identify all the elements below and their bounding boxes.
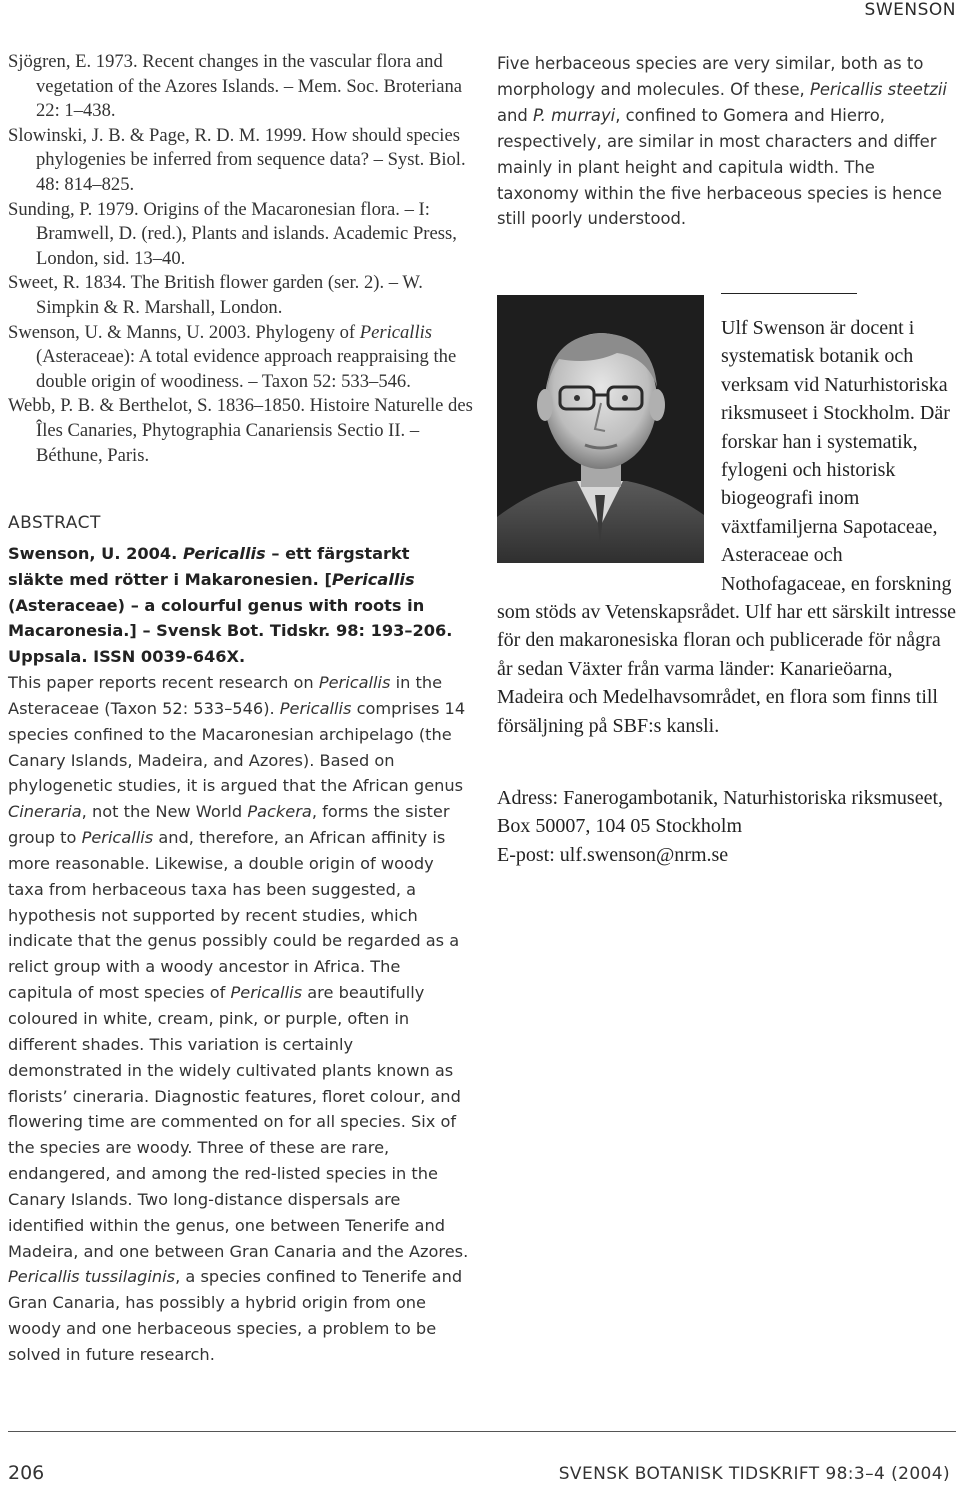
italic-taxon: Pericallis: [331, 569, 415, 589]
italic-taxon: Pericallis: [81, 828, 154, 848]
italic-taxon: Pericallis: [359, 321, 433, 343]
reference-entry: Sunding, P. 1979. Origins of the Macaronesian flora. – I: Bramwell, D. (red.), Plants and islands. Academic Press, London, sid. 13–40.: [8, 198, 457, 269]
address-line: Adress: Fanerogambotanik, Naturhistoriska riksmuseet, Box 50007, 104 05 Stockholm: [497, 787, 944, 838]
italic-taxon: Packera: [247, 802, 312, 822]
abstract-heading: ABSTRACT: [8, 513, 101, 533]
reference-entry: Sweet, R. 1834. The British flower garden (ser. 2). – W. Simpkin & R. Marshall, London.: [8, 272, 423, 318]
reference-list: [8, 50, 478, 468]
author-portrait-icon: [497, 295, 704, 563]
page-number: 206: [8, 1462, 45, 1484]
author-photo: [497, 295, 704, 563]
italic-taxon: Pericallis tussilaginis: [8, 1267, 176, 1287]
separator-rule: [721, 293, 857, 294]
italic-taxon: Pericallis steetzii: [809, 79, 947, 99]
reference-entry: Webb, P. B. & Berthelot, S. 1836–1850. Histoire Naturelle des Îles Canaries, Phytographia Canariensis Sectio II. – Béthune, Paris.: [8, 395, 473, 466]
intro-paragraph: Five herbaceous species are very similar, both as to morphology and molecules. Of these, Pericallis steetzii and P. murrayi, confined to Gomera and Hierro, respectively, are similar in most characters and differ mainly in plant height and capitula width. The taxonomy within the five herbaceous species is hence still poorly understood.: [497, 54, 947, 229]
reference-entry: Swenson, U. & Manns, U. 2003. Phylogeny of Pericallis (Asteraceae): A total evidence approach reappraising the double origin of woodiness. – Taxon 52: 533–546.: [8, 321, 457, 392]
italic-taxon: Pericallis: [230, 983, 303, 1003]
italic-taxon: Cineraria: [8, 802, 82, 822]
journal-footer: SVENSK BOTANISK TIDSKRIFT 98:3–4 (2004): [558, 1464, 950, 1484]
italic-taxon: Pericallis: [318, 673, 391, 692]
author-address: [497, 784, 959, 869]
italic-taxon: Pericallis: [279, 698, 352, 718]
abstract-body: [8, 670, 470, 1368]
italic-taxon: P. murrayi: [533, 105, 616, 125]
abstract-text: This paper reports recent research on Pericallis in the Asteraceae (Taxon 52: 533–546). Pericallis comprises 14 species confined to the Macaronesian archipelago (the Canary Islands, Madeira, and Azores). Based on phylogenetic studies, it is argued that the African genus Cineraria, not the New World Packera, forms the sister group to Pericallis and, therefore, an African affinity is more reasonable. Likewise, a double origin of woody taxa from herbaceous taxa has been suggested, a hypothesis not supported by recent studies, which indicate that the genus possibly could be regarded as a relict group with a woody ancestor in Africa. The capitula of most species of Pericallis are beautifully coloured in white, cream, pink, or purple, often in different shades. This variation is certainly demonstrated in the widely cultivated plants known as florists’ cineraria. Diagnostic features, floret colour, and flowering time are commented on for all species. Six of the species are woody. Three of these are rare, endangered, and among the red-listed species in the Canary Islands. Two long-distance dispersals are identified within the genus, one between Tenerife and Madeira, and one between Gran Canaria and the Azores. Pericallis tussilaginis, a species confined to Tenerife and Gran Canaria, has possibly a hybrid origin from one woody and one herbaceous species, a problem to be solved in future research.: [8, 673, 469, 1364]
email-line: E-post: ulf.swenson@nrm.se: [497, 843, 729, 866]
running-head: SWENSON: [864, 0, 956, 20]
abstract-citation: Swenson, U. 2004. Pericallis – ett färgstarkt släkte med rötter i Makaronesien. [Pericallis (Asteraceae) – a colourful genus with roots in Macaronesia.] – Svensk Bot. Tidskr. 98: 193–206. Uppsala. ISSN 0039-646X.: [8, 544, 453, 667]
reference-entry: Slowinski, J. B. & Page, R. D. M. 1999. How should species phylogenies be inferred from sequence data? – Syst. Biol. 48: 814–825.: [8, 124, 466, 195]
footer-rule: [8, 1431, 956, 1432]
reference-entry: Sjögren, E. 1973. Recent changes in the vascular flora and vegetation of the Azores Islands. – Mem. Soc. Broteriana 22: 1–438.: [8, 51, 462, 122]
author-bio-text: Ulf Swenson är docent i systematisk botanik och verksam vid Naturhistoriska riksmuseet i Stockholm. Där forskar han i systematik, fylogeni och historisk biogeografi inom växtfamiljerna Sapotaceae, Asteraceae och Nothofagaceae, en forskning som stöds av Vetenskapsrådet. Ulf har ett särskilt intresse för den makaronesiska floran och publicerade för några år sedan Växter från varma länder: Kanarieöarna, Madeira och Medelhavsområdet, en flora som finns till försäljning på SBF:s kansli.: [497, 317, 956, 737]
italic-taxon: Pericallis: [182, 544, 266, 563]
